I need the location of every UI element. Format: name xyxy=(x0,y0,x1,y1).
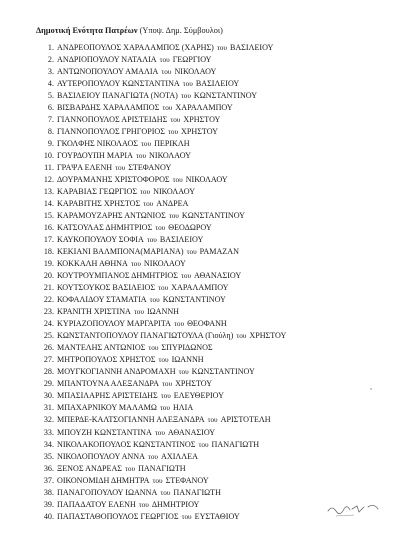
parent-particle: του xyxy=(180,92,191,101)
parent-name: ΝΙΚΟΛΑΟΥ xyxy=(185,175,228,185)
candidate-number: 10. xyxy=(43,151,54,161)
candidate-row xyxy=(40,234,286,246)
candidate-number: 23. xyxy=(43,307,54,317)
candidate-name: ΑΝΤΩΝΟΠΟΥΛΟΥ ΑΜΑΛΙΑ xyxy=(57,67,159,77)
parent-particle: του xyxy=(154,428,165,437)
parent-name: ΑΘΑΝΑΣΙΟΥ xyxy=(167,427,216,437)
candidate-name: ΚΟΚΚΑΛΗ ΑΘΗΝΑ xyxy=(57,259,128,269)
candidate-name: ΜΑΝΤΕΛΗΣ ΑΝΤΩΝΙΟΣ xyxy=(57,343,146,353)
parent-name: ΝΙΚΟΛΑΟΥ xyxy=(153,187,196,197)
parent-name: ΡΑΜΑΖΑΝ xyxy=(199,247,239,257)
candidate-row xyxy=(40,102,286,114)
candidate-name: ΚΥΡΙΑΖΟΠΟΥΛΟΥ ΜΑΡΓΑΡΙΤΑ xyxy=(57,319,172,329)
candidate-name: ΜΟΥΓΚΟΓΙΑΝΝΗ ΑΝΔΡΟΜΑΧΗ xyxy=(57,367,176,377)
parent-name: ΧΡΗΣΤΟΥ xyxy=(183,115,221,125)
parent-particle: του xyxy=(198,440,209,449)
candidate-number: 14. xyxy=(43,199,54,209)
parent-particle: του xyxy=(170,116,181,125)
candidate-name: ΚΕΚΙΑΝΙ ΒΑΛΜΠΟΝΑ(ΜΑΡΙΑΝΑ) xyxy=(57,247,184,257)
parent-particle: του xyxy=(159,56,170,65)
parent-particle: του xyxy=(155,224,166,233)
parent-particle: του xyxy=(168,212,179,221)
candidate-row xyxy=(40,414,286,426)
candidate-number: 3. xyxy=(47,67,54,77)
candidate-number: 36. xyxy=(43,463,54,473)
parent-particle: του xyxy=(152,476,163,485)
candidate-number: 11. xyxy=(44,163,54,173)
candidate-name: ΔΟΥΡΑΜΑΝΗΣ ΧΡΙΣΤΟΦΟΡΟΣ xyxy=(57,175,170,185)
parent-name: ΝΙΚΟΛΑΟΥ xyxy=(149,151,191,161)
candidate-name: ΒΙΣΒΑΡΔΗΣ ΧΑΡΑΛΑΜΠΟΣ xyxy=(57,103,160,113)
candidate-name: ΓΙΑΝΝΟΠΟΥΛΟΣ ΑΡΙΣΤΕΙΔΗΣ xyxy=(57,115,168,125)
parent-particle: του xyxy=(167,128,179,137)
parent-name: ΣΤΕΦΑΝΟΥ xyxy=(128,163,172,173)
parent-name: ΚΩΝΣΤΑΝΤΙΝΟΥ xyxy=(191,367,255,377)
candidate-number: 21. xyxy=(43,283,54,293)
parent-name: ΧΡΗΣΤΟΥ xyxy=(181,127,219,137)
parent-name: ΑΧΙΛΛΕΑ xyxy=(161,451,198,461)
parent-name: ΣΠΥΡΙΔΩΝΟΣ xyxy=(161,343,213,353)
parent-name: ΑΘΑΝΑΣΙΟΥ xyxy=(194,271,242,281)
candidate-name: ΚΑΡΑΒΙΤΗΣ ΧΡΗΣΤΟΣ xyxy=(57,199,141,209)
candidate-number: 22. xyxy=(43,295,54,305)
candidate-row xyxy=(40,427,286,439)
candidate-row xyxy=(40,258,286,270)
municipal-unit-title: Δημοτική Ενότητα Πατρέων xyxy=(36,26,138,35)
parent-particle: του xyxy=(159,404,170,413)
parent-name: ΑΝΔΡΕΑ xyxy=(156,199,189,209)
candidate-row xyxy=(40,186,286,198)
candidate-row xyxy=(40,126,286,138)
candidate-row xyxy=(40,354,286,366)
candidate-row xyxy=(40,318,286,330)
candidate-number: 34. xyxy=(43,439,54,449)
candidate-row xyxy=(40,378,286,390)
candidate-number: 33. xyxy=(43,427,54,437)
candidate-number: 17. xyxy=(43,235,54,245)
candidate-row xyxy=(40,366,286,378)
candidate-number: 5. xyxy=(47,91,54,101)
parent-name: ΧΡΗΣΤΟΥ xyxy=(249,331,287,341)
candidate-number: 26. xyxy=(43,343,54,353)
candidate-number: 6. xyxy=(47,103,54,113)
candidate-number: 9. xyxy=(47,139,54,149)
candidate-row xyxy=(40,475,286,487)
parent-particle: του xyxy=(207,416,218,425)
candidate-number: 12. xyxy=(43,175,54,185)
candidate-name: ΚΡΑΝΙΤΗ ΧΡΙΣΤΙΝΑ xyxy=(57,307,131,317)
parent-particle: του xyxy=(141,140,152,149)
candidate-number: 30. xyxy=(43,391,54,401)
parent-particle: του xyxy=(160,392,171,401)
parent-particle: του xyxy=(158,284,169,293)
candidate-row xyxy=(40,294,286,306)
parent-name: ΧΑΡΑΛΑΜΠΟΥ xyxy=(175,103,233,113)
candidate-number: 28. xyxy=(43,367,54,377)
candidate-row xyxy=(40,42,286,54)
parent-name: ΠΕΡΙΚΛΗ xyxy=(154,139,190,149)
candidate-row xyxy=(40,210,286,222)
candidate-row xyxy=(40,114,286,126)
candidate-name: ΚΟΥΤΡΟΥΜΠΑΝΟΣ ΔΗΜΗΤΡΙΟΣ xyxy=(57,271,178,281)
candidate-row xyxy=(40,54,286,66)
candidate-row xyxy=(40,66,286,78)
candidate-name: ΚΑΡΑΜΟΥΖΑΡΗΣ ΑΝΤΩΝΙΟΣ xyxy=(57,211,166,221)
candidate-number: 39. xyxy=(43,499,54,509)
parent-particle: του xyxy=(158,356,169,365)
parent-particle: του xyxy=(147,452,158,461)
parent-particle: του xyxy=(162,104,173,113)
candidates-note: (Υποψ. Δημ. Σύμβουλοι) xyxy=(139,26,223,35)
candidate-name: ΜΠΟΥΖΗ ΚΩΝΣΤΑΝΤΙΝΑ xyxy=(57,427,152,437)
parent-particle: του xyxy=(149,296,160,305)
parent-name: ΒΑΣΙΛΕΙΟΥ xyxy=(229,43,274,52)
handwritten-mark xyxy=(322,497,400,527)
candidate-name: ΓΚΟΛΦΗΣ ΝΙΚΟΛΑΟΣ xyxy=(57,139,139,149)
candidate-row xyxy=(40,390,286,402)
candidate-name: ΝΙΚΟΛΑΚΟΠΟΥΛΟΣ ΚΩΝΣΤΑΝΤΙΝΟΣ xyxy=(57,439,196,449)
candidate-name: ΜΠΑΣΙΛΑΡΗΣ ΑΡΙΣΤΕΙΔΗΣ xyxy=(57,391,158,401)
parent-particle: του xyxy=(174,320,185,329)
parent-particle: του xyxy=(133,308,144,317)
parent-particle: του xyxy=(143,200,154,209)
candidate-number: 25. xyxy=(43,331,54,341)
parent-name: ΕΥΣΤΑΘΙΟΥ xyxy=(194,511,240,521)
candidate-name: ΜΗΤΡΟΠΟΥΛΟΣ ΧΡΗΣΤΟΣ xyxy=(57,355,156,365)
candidate-number: 7. xyxy=(47,115,54,125)
candidate-row xyxy=(40,270,286,282)
candidate-row xyxy=(40,511,286,523)
parent-name: ΗΛΙΑ xyxy=(172,403,194,413)
parent-name: ΧΑΡΑΛΑΜΠΟΥ xyxy=(171,283,229,293)
candidate-row xyxy=(40,439,286,451)
parent-particle: του xyxy=(115,164,126,173)
parent-name: ΑΡΙΣΤΟΤΕΛΗ xyxy=(220,415,271,425)
candidate-number: 16. xyxy=(43,223,54,233)
candidate-row xyxy=(40,162,286,174)
candidate-name: ΜΠΑΧΑΡΝΙΚΟΥ ΜΑΛΑΜΩ xyxy=(57,403,157,413)
parent-name: ΧΡΗΣΤΟΥ xyxy=(175,379,213,389)
candidate-number: 8. xyxy=(47,127,54,137)
parent-particle: του xyxy=(135,152,147,161)
candidate-row xyxy=(40,499,286,511)
candidate-row xyxy=(40,306,286,318)
parent-name: ΝΙΚΟΛΑΟΥ xyxy=(143,259,186,269)
parent-name: ΚΩΝΣΤΑΝΤΙΝΟΥ xyxy=(193,91,258,101)
parent-name: ΠΑΝΑΓΙΩΤΗ xyxy=(211,439,260,449)
candidate-row xyxy=(40,402,286,414)
candidate-number: 29. xyxy=(43,379,54,389)
parent-name: ΣΤΕΦΑΝΟΥ xyxy=(165,475,209,485)
parent-particle: του xyxy=(125,464,136,473)
candidate-number: 37. xyxy=(43,475,54,485)
parent-particle: του xyxy=(138,500,149,509)
candidate-name: ΠΑΠΑΣΤΑΘΟΠΟΥΛΟΣ ΓΕΩΡΓΙΟΣ xyxy=(57,511,179,521)
parent-particle: του xyxy=(172,176,183,185)
candidate-name: ΚΟΥΤΣΟΥΚΟΣ ΒΑΣΙΛΕΙΟΣ xyxy=(57,283,156,293)
candidate-row xyxy=(40,463,286,475)
candidate-name: ΑΥΤΕΡΟΠΟΥΛΟΥ ΚΩΝΣΤΑΝΤΙΝΑ xyxy=(57,79,180,89)
parent-name: ΒΑΣΙΛΕΙΟΥ xyxy=(195,79,240,89)
candidate-row xyxy=(40,138,286,150)
candidate-row xyxy=(40,222,286,234)
candidate-row xyxy=(40,342,286,354)
candidate-name: ΑΝΔΡΙΟΠΟΥΛΟΥ ΝΑΤΑΛΙΑ xyxy=(57,55,157,65)
parent-name: ΘΕΟΔΩΡΟΥ xyxy=(168,223,212,233)
parent-name: ΕΛΕΥΘΕΡΙΟΥ xyxy=(173,391,224,401)
candidate-row xyxy=(40,78,286,90)
parent-name: ΚΩΝΣΤΑΝΤΙΝΟΥ xyxy=(181,211,246,221)
parent-particle: του xyxy=(148,344,159,353)
parent-particle: του xyxy=(236,332,247,341)
parent-particle: του xyxy=(181,512,192,521)
parent-name: ΙΩΑΝΝΗ xyxy=(171,355,204,365)
candidate-number: 40. xyxy=(43,511,54,521)
candidate-name: ΚΩΝΣΤΑΝΤΟΠΟΥΛΟΥ ΠΑΝΑΓΙΩΤΟΥΛΑ (Γιούλη) xyxy=(57,331,234,341)
parent-name: ΓΕΩΡΓΙΟΥ xyxy=(172,55,212,65)
candidate-number: 1. xyxy=(47,43,54,52)
candidate-row xyxy=(40,174,286,186)
parent-name: ΒΑΣΙΛΕΙΟΥ xyxy=(159,235,204,245)
candidate-name: ΓΙΑΝΝΟΠΟΥΛΟΣ ΓΡΗΓΟΡΙΟΣ xyxy=(57,127,165,137)
candidate-number: 13. xyxy=(43,187,54,197)
parent-name: ΔΗΜΗΤΡΙΟΥ xyxy=(151,499,200,509)
candidate-number: 38. xyxy=(43,487,54,497)
candidate-name: ΚΑΡΑΒΙΑΣ ΓΕΩΡΓΙΟΣ xyxy=(57,187,138,197)
parent-name: ΙΩΑΝΝΗ xyxy=(146,307,180,317)
parent-name: ΝΙΚΟΛΑΟΥ xyxy=(174,67,217,77)
candidate-name: ΠΑΠΑΔΑΤΟΥ ΕΛΕΝΗ xyxy=(57,499,136,509)
parent-name: ΘΕΟΦΑΝΗ xyxy=(187,319,227,329)
parent-particle: του xyxy=(161,68,172,77)
candidate-name: ΑΝΔΡΕΟΠΟΥΛΟΣ ΧΑΡΑΛΑΜΠΟΣ (ΧΑΡΗΣ) xyxy=(57,43,214,52)
candidate-number: 19. xyxy=(43,259,54,269)
parent-particle: του xyxy=(162,380,173,389)
scan-speck xyxy=(370,388,372,390)
candidate-row xyxy=(40,487,286,499)
candidate-number: 4. xyxy=(47,79,54,89)
candidate-row xyxy=(40,330,286,342)
candidate-row xyxy=(40,198,286,210)
candidate-name: ΚΑΤΣΟΥΛΑΣ ΔΗΜΗΤΡΙΟΣ xyxy=(57,223,153,233)
candidate-name: ΞΕΝΟΣ ΑΝΔΡΕΑΣ xyxy=(57,463,123,473)
candidate-name: ΒΑΣΙΛΕΙΟΥ ΠΑΝΑΓΙΩΤΑ (ΝΟΤΑ) xyxy=(57,91,178,101)
document-heading xyxy=(36,26,223,35)
candidate-name: ΓΟΥΡΔΟΥΠΗ ΜΑΡΙΑ xyxy=(57,151,133,161)
candidate-number: 32. xyxy=(43,415,54,425)
candidate-number: 18. xyxy=(43,247,54,257)
candidate-row xyxy=(40,246,286,258)
parent-particle: του xyxy=(186,248,197,257)
candidate-number: 31. xyxy=(43,403,54,413)
parent-particle: του xyxy=(180,272,192,281)
candidate-number: 24. xyxy=(43,319,54,329)
parent-name: ΚΩΝΣΤΑΝΤΙΝΟΥ xyxy=(162,295,226,305)
candidate-name: ΚΟΦΑΛΙΔΟΥ ΣΤΑΜΑΤΙΑ xyxy=(57,295,147,305)
parent-name: ΠΑΝΑΓΙΩΤΗ xyxy=(173,487,221,497)
candidate-name: ΓΡΑΨΑ ΕΛΕΝΗ xyxy=(57,163,113,173)
parent-particle: του xyxy=(182,80,193,89)
candidate-number: 2. xyxy=(47,55,54,65)
parent-particle: του xyxy=(146,236,157,245)
candidate-name: ΟΙΚΟΝΟΜΙΔΗ ΔΗΜΗΤΡΑ xyxy=(57,475,150,485)
parent-particle: του xyxy=(178,368,189,377)
candidate-name: ΜΠΕΡΔΕ-ΚΑΛΤΣΟΓΙΑΝΝΗ ΑΛΕΞΑΝΔΡΑ xyxy=(57,415,205,425)
candidate-number: 27. xyxy=(43,355,54,365)
candidate-row xyxy=(40,451,286,463)
candidate-number: 35. xyxy=(43,451,54,461)
parent-particle: του xyxy=(140,188,151,197)
candidate-row xyxy=(40,90,286,102)
candidate-number: 20. xyxy=(43,271,54,281)
candidate-number: 15. xyxy=(43,211,54,221)
parent-name: ΠΑΝΑΓΙΩΤΗ xyxy=(138,463,186,473)
candidate-row xyxy=(40,282,286,294)
candidate-name: ΚΑΥΚΟΠΟΥΛΟΥ ΣΟΦΙΑ xyxy=(57,235,144,245)
candidate-name: ΝΙΚΟΛΟΠΟΥΛΟΥ ΑΝΝΑ xyxy=(57,451,145,461)
parent-particle: του xyxy=(216,44,227,52)
candidate-list xyxy=(40,42,286,523)
candidate-row xyxy=(40,150,286,162)
parent-particle: του xyxy=(130,260,141,269)
candidate-name: ΜΠΑΝΤΟΥΝΑ ΑΛΕΞΑΝΔΡΑ xyxy=(57,379,160,389)
candidate-name: ΠΑΝΑΓΟΠΟΥΛΟΥ ΙΩΑΝΝΑ xyxy=(57,487,158,497)
parent-particle: του xyxy=(160,488,171,497)
